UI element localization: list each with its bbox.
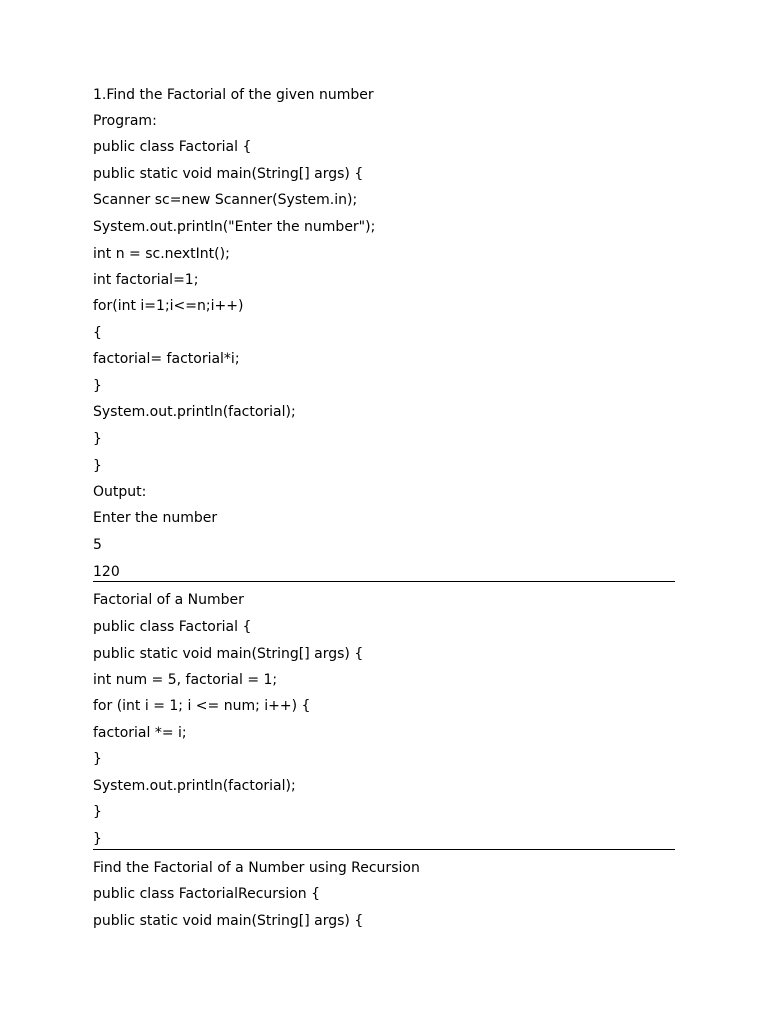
code-line: System.out.println(factorial); — [93, 404, 296, 420]
output-line: 5 — [93, 537, 102, 553]
code-line: } — [93, 751, 102, 767]
code-line: } — [93, 831, 102, 847]
code-line: int factorial=1; — [93, 272, 199, 288]
section-divider — [93, 581, 675, 582]
code-line: } — [93, 804, 102, 820]
code-line: public class Factorial { — [93, 619, 252, 635]
code-line: System.out.println("Enter the number"); — [93, 219, 376, 235]
section-2-heading: Factorial of a Number — [93, 592, 244, 608]
code-line: factorial= factorial*i; — [93, 351, 240, 367]
code-line: factorial *= i; — [93, 725, 187, 741]
code-line: System.out.println(factorial); — [93, 778, 296, 794]
code-line: public class Factorial { — [93, 139, 252, 155]
code-line: public static void main(String[] args) { — [93, 913, 364, 929]
code-line: } — [93, 378, 102, 394]
code-line: Scanner sc=new Scanner(System.in); — [93, 192, 358, 208]
output-line: Enter the number — [93, 510, 218, 526]
section-1-heading: 1.Find the Factorial of the given number — [93, 87, 374, 103]
code-line: } — [93, 431, 102, 447]
code-line: int num = 5, factorial = 1; — [93, 672, 278, 688]
code-line: { — [93, 325, 102, 341]
program-label: Program: — [93, 113, 157, 129]
code-line: public static void main(String[] args) { — [93, 166, 364, 182]
code-line: int n = sc.nextInt(); — [93, 246, 230, 262]
output-line: 120 — [93, 564, 120, 580]
code-line: } — [93, 458, 102, 474]
code-line: for(int i=1;i<=n;i++) — [93, 298, 244, 314]
code-line: for (int i = 1; i <= num; i++) { — [93, 698, 311, 714]
section-divider — [93, 849, 675, 850]
section-3-heading: Find the Factorial of a Number using Recursion — [93, 860, 420, 876]
code-line: public class FactorialRecursion { — [93, 886, 321, 902]
code-line: public static void main(String[] args) { — [93, 646, 364, 662]
output-label: Output: — [93, 484, 147, 500]
